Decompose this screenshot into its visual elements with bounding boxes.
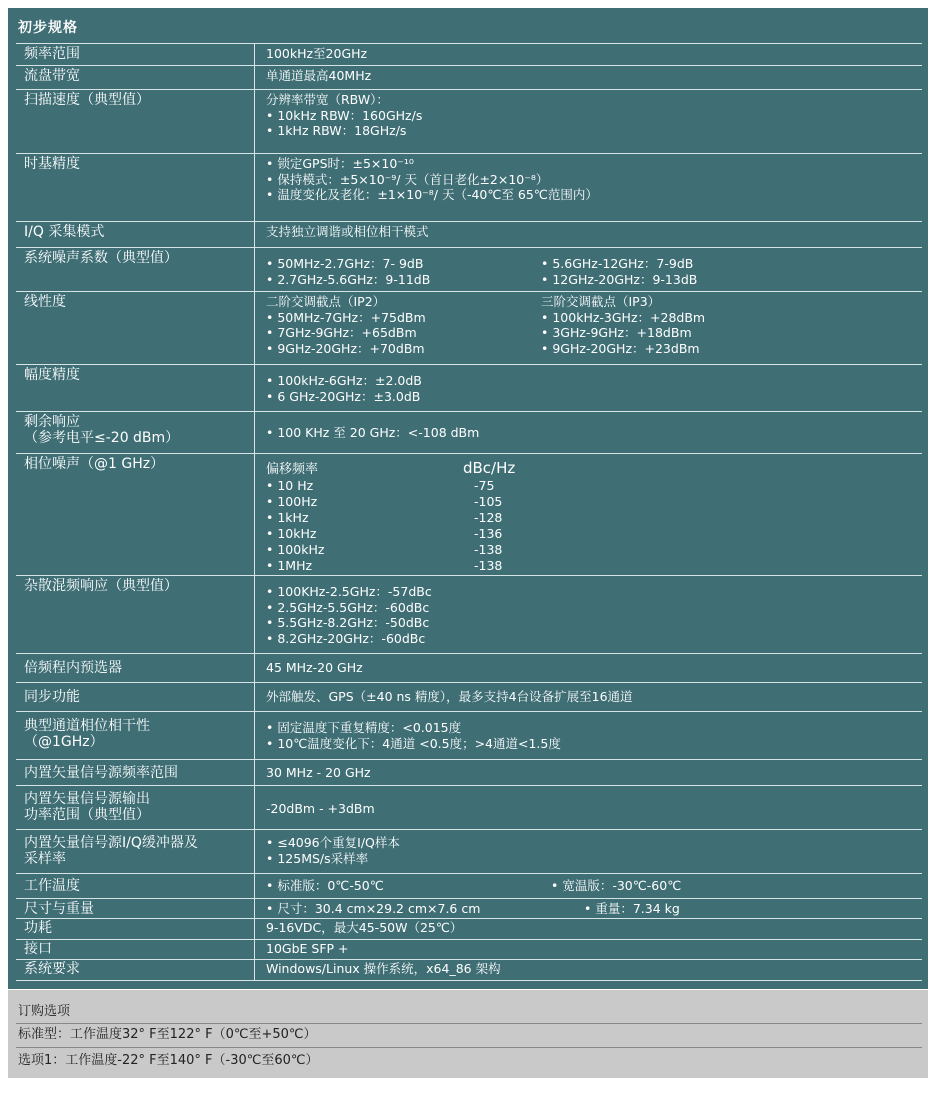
spec-row	[16, 786, 922, 830]
spec-row	[16, 90, 922, 154]
value-line: • 6 GHz-20GHz：±3.0dB	[266, 388, 421, 404]
spec-row	[16, 43, 922, 66]
label-line: 接口	[24, 941, 52, 957]
spec-label	[24, 689, 80, 705]
value-line: 100kHz至20GHz	[266, 46, 368, 61]
label-line: 尺寸与重量	[24, 901, 94, 917]
label-line: 杂散混频响应（典型值）	[24, 578, 178, 594]
label-line: 功率范围（典型值）	[24, 807, 150, 823]
spec-label	[24, 414, 179, 446]
value-line: 10GbE SFP +	[266, 941, 349, 956]
spec-value	[266, 92, 916, 139]
spec-row	[16, 654, 922, 683]
spec-value	[266, 224, 916, 240]
spec-row	[16, 712, 922, 760]
pn-offset: • 10 Hz	[266, 478, 314, 493]
pn-value: -136	[474, 526, 503, 541]
value-line: • 100KHz-2.5GHz：-57dBc	[266, 584, 432, 599]
ordering-options	[8, 990, 928, 1078]
value-line: • 100kHz-3GHz：+28dBm	[541, 309, 706, 325]
pn-value: -128	[474, 510, 503, 525]
value-line: • 100 KHz 至 20 GHz：<-108 dBm	[266, 425, 480, 440]
value-column-right	[584, 901, 680, 917]
spec-label	[24, 878, 80, 894]
value-line: • 50MHz-2.7GHz：7- 9dB	[266, 256, 424, 271]
value-line: 单通道最高40MHz	[266, 68, 372, 83]
value-line: • 50MHz-7GHz：+75dBm	[266, 309, 426, 325]
pn-value: -138	[474, 542, 503, 557]
value-line: • 重量：7.34 kg	[584, 901, 680, 916]
spec-value	[266, 294, 916, 356]
spec-row	[16, 292, 922, 365]
spec-value	[266, 425, 916, 441]
label-line: 时基精度	[24, 156, 80, 172]
label-line: （@1GHz）	[24, 734, 104, 750]
pn-offset: • 100Hz	[266, 494, 318, 509]
value-line: • 1kHz RBW：18GHz/s	[266, 123, 407, 138]
spec-row	[16, 66, 922, 90]
pn-offset: • 1MHz	[266, 558, 313, 573]
value-line: • 8.2GHz-20GHz：-60dBc	[266, 630, 426, 646]
pn-value-column	[474, 478, 502, 574]
ordering-item: 标准型：工作温度32° F至122° F（0℃至+50℃）	[18, 1027, 317, 1042]
value-line: • 12GHz-20GHz：9-13dB	[541, 271, 698, 287]
spec-value	[266, 46, 916, 62]
value-line: • 温度变化及老化：±1×10⁻⁸/ 天（-40℃至 65℃范围内）	[266, 187, 598, 202]
label-line: 工作温度	[24, 878, 80, 894]
divider	[16, 1023, 922, 1024]
label-line: 采样率	[24, 851, 66, 867]
spec-row	[16, 760, 922, 786]
spec-row	[16, 576, 922, 654]
spec-label	[24, 46, 80, 62]
spec-value	[266, 878, 916, 894]
value-line: • 125MS/s采样率	[266, 850, 369, 866]
spec-label	[24, 961, 80, 977]
value-line: 30 MHz - 20 GHz	[266, 765, 371, 780]
spec-row	[16, 683, 922, 712]
value-line: 9-16VDC，最大45-50W（25℃）	[266, 920, 463, 935]
divider	[16, 1047, 922, 1048]
value-line: • 5.6GHz-12GHz：7-9dB	[541, 256, 694, 271]
pn-header-offset: 偏移频率	[266, 462, 319, 477]
value-line: • 2.5GHz-5.5GHz：-60dBc	[266, 599, 430, 615]
spec-row	[16, 412, 922, 454]
label-line: 内置矢量信号源I/Q缓冲器及	[24, 835, 198, 851]
spec-value	[266, 156, 916, 203]
value-line: • 宽温版：-30℃-60℃	[551, 878, 682, 893]
value-line: • 固定温度下重复精度：<0.015度	[266, 720, 462, 735]
label-line: 频率范围	[24, 46, 80, 62]
value-line: • 100kHz-6GHz：±2.0dB	[266, 373, 422, 388]
value-line: • 标准版：0℃-50℃	[266, 878, 384, 893]
spec-label	[24, 941, 52, 957]
value-line: • 2.7GHz-5.6GHz：9-11dB	[266, 271, 431, 287]
value-line: • 10kHz RBW：160GHz/s	[266, 107, 423, 123]
label-line: 系统要求	[24, 961, 80, 977]
value-line: 45 MHz-20 GHz	[266, 660, 363, 675]
value-line: 支持独立调谐或相位相干模式	[266, 224, 429, 239]
spec-label	[24, 92, 150, 108]
spec-value	[266, 801, 916, 817]
value-line: • 5.5GHz-8.2GHz：-50dBc	[266, 615, 430, 630]
spec-value	[266, 961, 916, 977]
value-line: 外部触发、GPS（±40 ns 精度），最多支持4台设备扩展至16通道	[266, 689, 633, 704]
pn-offset-column	[266, 478, 324, 574]
label-line: 典型通道相位相干性	[24, 718, 150, 734]
value-line: -20dBm - +3dBm	[266, 801, 375, 816]
pn-offset: • 1kHz	[266, 510, 309, 525]
value-line: 二阶交调截点（IP2）	[266, 294, 386, 309]
label-line: 功耗	[24, 920, 52, 936]
pn-header-unit: dBc/Hz	[463, 459, 516, 477]
spec-label	[24, 294, 66, 310]
spec-row	[16, 222, 922, 248]
spec-label	[24, 156, 80, 172]
spec-label	[24, 835, 198, 867]
spec-label	[24, 224, 104, 240]
label-line: （参考电平≤-20 dBm）	[24, 430, 180, 446]
spec-value	[266, 720, 916, 751]
spec-row	[16, 899, 922, 919]
spec-row	[16, 830, 922, 874]
value-line: 三阶交调截点（IP3）	[541, 294, 661, 309]
label-line: 内置矢量信号源输出	[24, 791, 150, 807]
spec-label	[24, 367, 80, 383]
spec-value	[266, 920, 916, 936]
label-line: 剩余响应	[24, 414, 80, 430]
value-line: • 10℃温度变化下：4通道 <0.5度；>4通道<1.5度	[266, 735, 561, 751]
spec-label	[24, 920, 52, 936]
spec-value	[266, 941, 916, 957]
value-column-right	[541, 294, 705, 356]
value-line: • 锁定GPS时：±5×10⁻¹⁰	[266, 156, 414, 171]
spec-title: 初步规格	[18, 20, 78, 36]
value-line: • 7GHz-9GHz：+65dBm	[266, 325, 417, 340]
spec-row	[16, 874, 922, 899]
spec-table	[8, 8, 928, 989]
pn-value: -75	[474, 478, 495, 493]
spec-value	[266, 765, 916, 781]
value-line: Windows/Linux 操作系统，x64_86 架构	[266, 961, 501, 976]
ordering-title: 订购选项	[18, 1004, 71, 1019]
pn-offset: • 100kHz	[266, 542, 325, 557]
spec-row	[16, 365, 922, 412]
ordering-item: 选项1：工作温度-22° F至140° F（-30℃至60℃）	[18, 1053, 319, 1068]
spec-label	[24, 765, 178, 781]
pn-offset: • 10kHz	[266, 526, 317, 541]
label-line: 扫描速度（典型值）	[24, 92, 150, 108]
spec-label	[24, 578, 178, 594]
spec-value	[266, 584, 916, 646]
pn-value: -138	[474, 558, 503, 573]
spec-label	[24, 791, 150, 823]
spec-label	[24, 901, 94, 917]
spec-row	[16, 960, 922, 981]
label-line: 流盘带宽	[24, 68, 80, 84]
label-line: 同步功能	[24, 689, 80, 705]
spec-row	[16, 154, 922, 222]
label-line: 线性度	[24, 294, 66, 310]
spec-value	[266, 373, 916, 404]
spec-label	[24, 456, 164, 472]
label-line: 倍频程内预选器	[24, 660, 122, 676]
spec-row	[16, 940, 922, 960]
spec-label	[24, 718, 150, 750]
label-line: I/Q 采集模式	[24, 224, 105, 240]
value-column-right	[551, 878, 681, 894]
value-line: • 3GHz-9GHz：+18dBm	[541, 325, 692, 340]
label-line: 内置矢量信号源频率范围	[24, 765, 178, 781]
value-column-right	[541, 256, 697, 287]
spec-value	[266, 901, 916, 917]
pn-value: -105	[474, 494, 503, 509]
value-line: • 9GHz-20GHz：+23dBm	[541, 340, 700, 356]
spec-value	[266, 689, 916, 705]
value-line: 分辨率带宽（RBW）：	[266, 92, 389, 107]
spec-row	[16, 919, 922, 940]
spec-label	[24, 250, 178, 266]
spec-value	[266, 835, 916, 866]
label-line: 系统噪声系数（典型值）	[24, 250, 178, 266]
spec-label	[24, 68, 80, 84]
value-line: • 保持模式：±5×10⁻⁹/ 天（首日老化±2×10⁻⁸）	[266, 171, 549, 187]
label-line: 相位噪声（@1 GHz）	[24, 456, 165, 472]
spec-value	[266, 660, 916, 676]
label-line: 幅度精度	[24, 367, 80, 383]
spec-row	[16, 454, 922, 576]
value-line: • ≤4096个重复I/Q样本	[266, 835, 400, 850]
spec-value	[266, 256, 916, 287]
value-line: • 9GHz-20GHz：+70dBm	[266, 340, 425, 356]
value-line: • 尺寸：30.4 cm×29.2 cm×7.6 cm	[266, 901, 481, 916]
spec-value	[266, 68, 916, 84]
spec-row	[16, 248, 922, 292]
spec-label	[24, 660, 122, 676]
